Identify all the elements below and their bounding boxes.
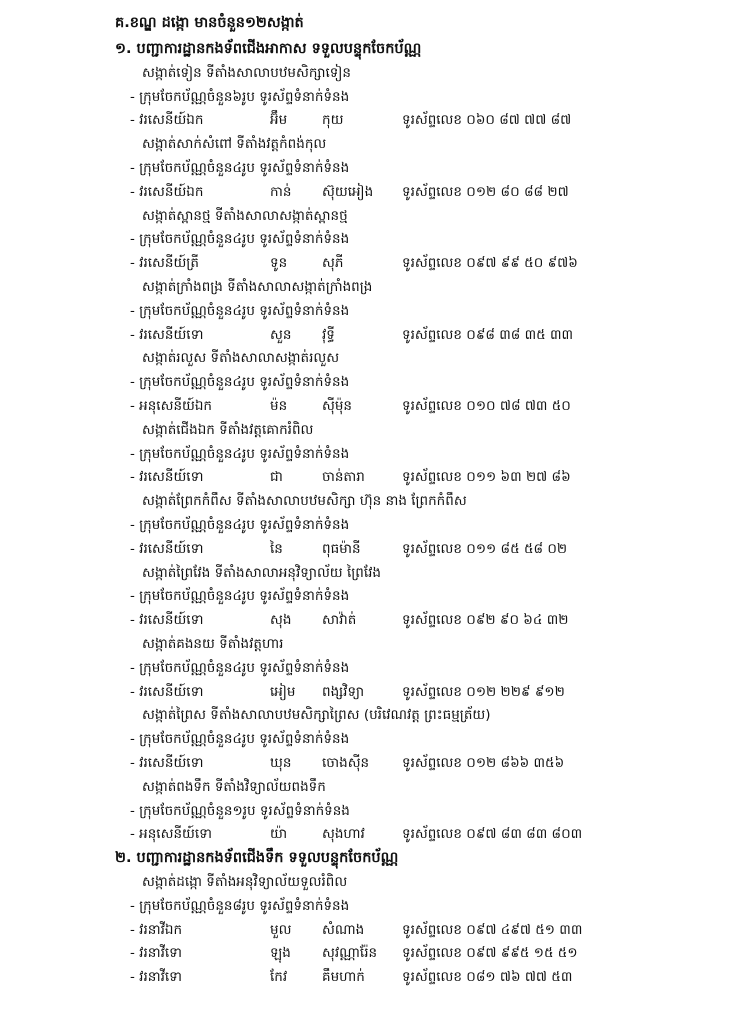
contact-rank: - វរសេនីយ៍ទោ xyxy=(130,755,204,771)
contact-given-name: ពង្សវិទ្យា xyxy=(322,683,365,700)
contact-rank: - វរសេនីយ៍ទោ xyxy=(130,326,204,343)
contact-given-name: ពុធម៉ានី xyxy=(322,540,361,557)
commune-heading: សង្កាត់រលួស ទីតាំងសាលាសង្កាត់រលួស xyxy=(142,350,340,367)
team-line: - ក្រុមចែកប័ណ្ណចំនួន៤រូប ទូរស័ព្ទទំនាក់ទំនង xyxy=(130,588,350,605)
document-title: គ.ខណ្ឌ ដង្កោ មានចំនួន១២សង្កាត់ xyxy=(115,15,304,31)
commune-heading: សង្កាត់ជើងឯក ទីតាំងវត្តគោករំពិល xyxy=(142,421,314,438)
contact-surname: អ៊ឹម xyxy=(270,112,288,129)
team-line: - ក្រុមចែកប័ណ្ណចំនួន៤រូប ទូរស័ព្ទទំនាក់ទំនង xyxy=(130,445,350,462)
contact-given-name: សុភី xyxy=(322,255,344,272)
contact-surname: កែវ xyxy=(270,969,288,986)
contact-rank: - វរនាវីទោ xyxy=(130,945,183,962)
commune-heading: សង្កាត់គងនយ ទីតាំងវត្តហារ xyxy=(142,636,284,652)
contact-rank: - វរនាវីទោ xyxy=(130,969,183,986)
team-line: - ក្រុមចែកប័ណ្ណចំនួន៤រូប ទូរស័ព្ទទំនាក់ទំនង xyxy=(130,160,350,176)
contact-surname: ឡុង xyxy=(270,945,291,962)
commune-heading: សង្កាត់ព្រែកកំពឹស ទីតាំងសាលាបឋមសិក្សា ហ៊ុន នាង ព្រែកកំពឹស xyxy=(142,493,467,510)
team-line: - ក្រុមចែកប័ណ្ណចំនួន៤រូប ទូរស័ព្ទទំនាក់ទំនង xyxy=(130,302,350,319)
contact-phone: ទូរស័ព្ទលេខ ០៩៧ ៤៩៧ ៥១ ៣៣ xyxy=(402,921,583,938)
contact-phone: ទូរស័ព្ទលេខ ០៩៧ ៩៩៥ ១៥ ៥១ xyxy=(402,945,578,962)
contact-given-name: ស៊ីម៉ុន xyxy=(322,398,352,414)
contact-given-name: សាវ៉ាត់ xyxy=(322,612,357,629)
contact-phone: ទូរស័ព្ទលេខ ០៩៧ ៩៩ ៥០ ៩៧៦ xyxy=(402,255,578,272)
team-line: - ក្រុមចែកប័ណ្ណចំនួន៤រូប ទូរស័ព្ទទំនាក់ទំនង xyxy=(130,231,350,248)
contact-surname: ជា xyxy=(270,469,283,486)
contact-rank: - អនុសេនីយ៍ទោ xyxy=(130,826,213,843)
contact-surname: សុង xyxy=(270,612,292,629)
contact-surname: ឃុន xyxy=(270,755,292,771)
contact-rank: - វរសេនីយ៍ទោ xyxy=(130,683,204,700)
commune-heading: សង្កាត់ស្ពានថ្ម ទីតាំងសាលាសង្កាត់ស្ពានថ្ម xyxy=(142,207,348,224)
contact-surname: កាន់ xyxy=(270,183,292,200)
contact-phone: ទូរស័ព្ទលេខ ០១២ ៨៦៦ ៣៥៦ xyxy=(402,755,565,771)
contact-rank: - វរសេនីយ៍ឯក xyxy=(130,112,204,129)
contact-rank: - អនុសេនីយ៍ឯក xyxy=(130,398,213,414)
commune-heading: សង្កាត់សាក់សំពៅ ទីតាំងវត្តកំពង់កុល xyxy=(142,136,327,153)
contact-phone: ទូរស័ព្ទលេខ ០៩២ ៩០ ៦៤ ៣២ xyxy=(402,612,569,629)
contact-phone: ទូរស័ព្ទលេខ ០១១ ៨៥ ៥៨ ០២ xyxy=(402,540,568,557)
contact-rank: - វរសេនីយ៍ត្រី xyxy=(130,255,199,272)
section-heading: ២. បញ្ជាការដ្ឋានកងទ័ពជើងទឹក ទទួលបន្ទុកចែកប័ណ្ណ xyxy=(115,850,399,867)
commune-heading: សង្កាត់ទៀន ទីតាំងសាលាបឋមសិក្សាទៀន xyxy=(142,64,351,81)
contact-surname: យ៉ា xyxy=(270,826,288,843)
section-heading: ១. បញ្ជាការដ្ឋានកងទ័ពជើងអាកាស ទទួលបន្ទុកចែកប័ណ្ណ xyxy=(115,41,422,57)
commune-heading: សង្កាត់ព្រៃវែង ទីតាំងសាលាអនុវិទ្យាល័យ ព្រៃវែង xyxy=(142,564,381,581)
contact-given-name: ចោងស៊ីន xyxy=(322,755,370,771)
contact-surname: មួល xyxy=(270,921,292,938)
team-line: - ក្រុមចែកប័ណ្ណចំនួន៤រូប ទូរស័ព្ទទំនាក់ទំនង xyxy=(130,731,350,748)
contact-phone: ទូរស័ព្ទលេខ ០១២ ២២៩ ៩១២ xyxy=(402,683,565,700)
contact-phone: ទូរស័ព្ទលេខ ០១០ ៧៨ ៧៣ ៥០ xyxy=(402,398,571,414)
contact-given-name: វុទ្ធី xyxy=(322,326,335,343)
team-line: - ក្រុមចែកប័ណ្ណចំនួន៨រូប ទូរស័ព្ទទំនាក់ទំនង xyxy=(130,897,350,914)
contact-rank: - វរសេនីយ៍ទោ xyxy=(130,612,204,629)
contact-rank: - វរសេនីយ៍ទោ xyxy=(130,540,204,557)
commune-heading: សង្កាត់ដង្កោ ទីតាំងអនុវិទ្យាល័យទួលរំពិល xyxy=(142,874,348,890)
contact-given-name: ស៊ុយអៀង xyxy=(322,183,374,200)
team-line: - ក្រុមចែកប័ណ្ណចំនួន៤រូប ទូរស័ព្ទទំនាក់ទំនង xyxy=(130,374,350,391)
commune-heading: សង្កាត់ពងទឹក ទីតាំងវិទ្យាល័យពងទឹក xyxy=(142,778,326,795)
contact-given-name: សំណាង xyxy=(322,921,365,938)
contact-phone: ទូរស័ព្ទលេខ ០៩៨ ៣៨ ៣៥ ៣៣ xyxy=(402,326,574,343)
contact-rank: - វរសេនីយ៍ឯក xyxy=(130,183,204,200)
team-line: - ក្រុមចែកប័ណ្ណចំនួន៤រូប ទូរស័ព្ទទំនាក់ទំនង xyxy=(130,659,350,676)
contact-given-name: ចាន់តារា xyxy=(322,469,365,486)
contact-phone: ទូរស័ព្ទលេខ ០១២ ៨០ ៨៨ ២៧ xyxy=(402,183,569,200)
commune-heading: សង្កាត់ក្រាំងពង្រ ទីតាំងសាលាសង្កាត់ក្រាំងពង្រ xyxy=(142,279,373,295)
contact-surname: អៀម xyxy=(270,683,296,700)
contact-given-name: កុយ xyxy=(322,112,344,129)
contact-rank: - វរសេនីយ៍ទោ xyxy=(130,469,204,486)
contact-surname: សួន xyxy=(270,326,292,343)
contact-surname: នៃ xyxy=(270,540,283,557)
team-line: - ក្រុមចែកប័ណ្ណចំនួន១រូប ទូរស័ព្ទទំនាក់ទំនង xyxy=(130,802,350,819)
contact-phone: ទូរស័ព្ទលេខ ០១១ ៦៣ ២៧ ៨៦ xyxy=(402,469,571,486)
contact-given-name: សុវណ្ណារ៉ែន xyxy=(322,945,378,962)
contact-rank: - វរនាវីឯក xyxy=(130,921,183,938)
team-line: - ក្រុមចែកប័ណ្ណចំនួន៦រូប ទូរស័ព្ទទំនាក់ទំនង xyxy=(130,88,350,105)
contact-given-name: គឹមហាក់ xyxy=(322,969,365,986)
contact-surname: ទូន xyxy=(270,255,288,272)
team-line: - ក្រុមចែកប័ណ្ណចំនួន៤រូប ទូរស័ព្ទទំនាក់ទំនង xyxy=(130,517,350,533)
commune-heading: សង្កាត់ព្រៃស ទីតាំងសាលាបឋមសិក្សាព្រៃស (បរិវេណវត្ត ព្រះធម្មត្រ័យ) xyxy=(142,707,491,724)
contact-phone: ទូរស័ព្ទលេខ ០៦០ ៨៧ ៧៧ ៨៧ xyxy=(402,112,572,129)
contact-given-name: សុងហាវ xyxy=(322,826,365,843)
contact-surname: ម៉ន xyxy=(270,398,288,414)
contact-phone: ទូរស័ព្ទលេខ ០៩៧ ៨៣ ៨៣ ៨០៣ xyxy=(402,826,583,843)
contact-phone: ទូរស័ព្ទលេខ ០៨១ ៧៦ ៧៧ ៥៣ xyxy=(402,969,573,986)
